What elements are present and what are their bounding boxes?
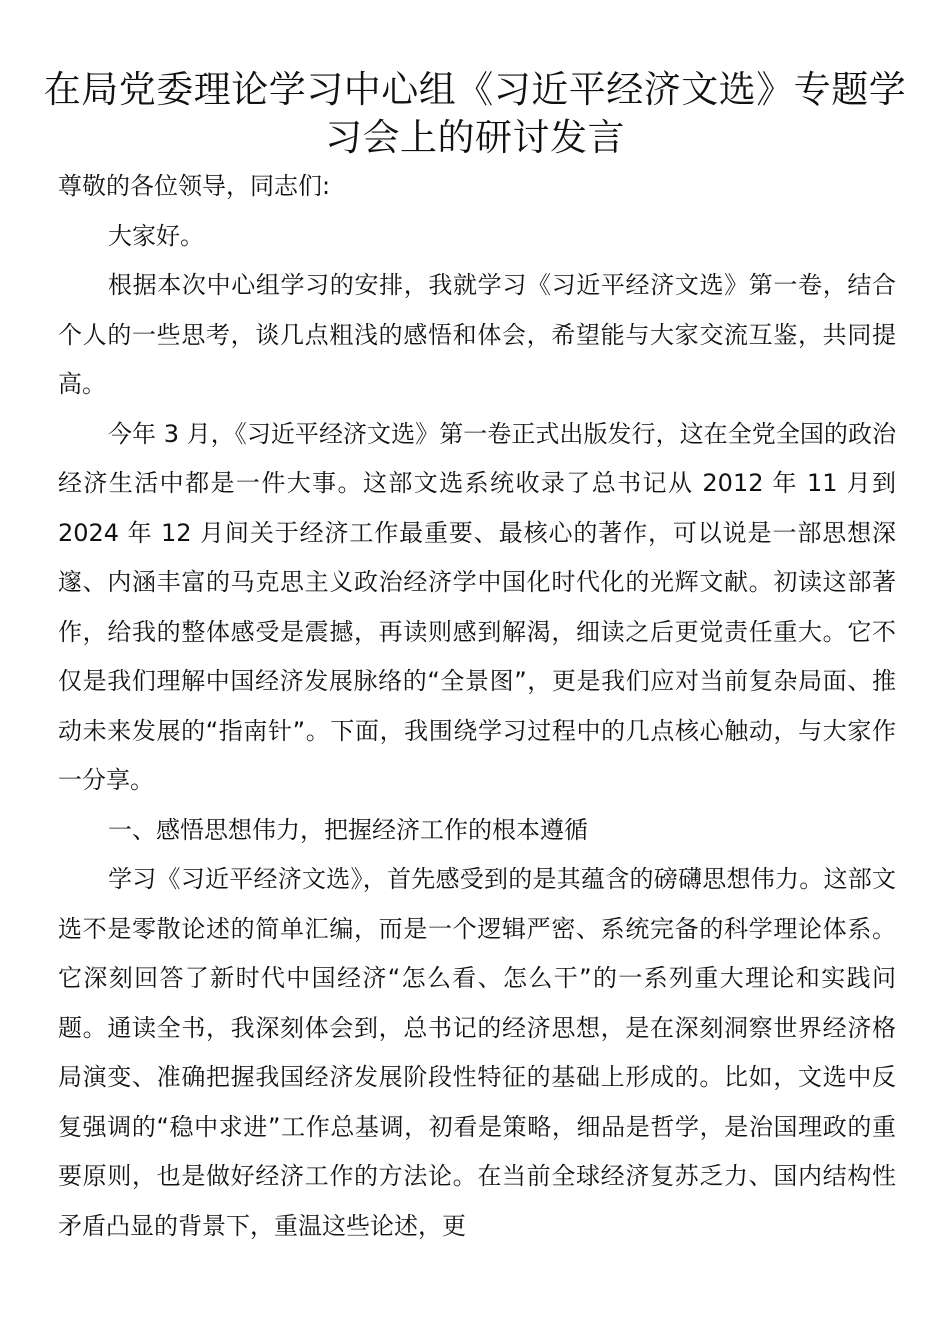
salutation: 尊敬的各位领导，同志们: [58, 172, 331, 200]
paragraph: 学习《习近平经济文选》，首先感受到的是其蕴含的磅礴思想伟力。这部文选不是零散论述的简单汇编，而是一个逻辑严密、系统完备的科学理论体系。它深刻回答了新时代中国经济“怎么看、怎么干”的一系列重大理论和实践问题。通读全书，我深刻体会到，总书记的经济思想，是在深刻洞察世界经济格局演变、准确把握我国经济发展阶段性特征的基础上形成的。比如，文选中反复强调的“稳中求进”工作总基调，初看是策略，细品是哲学，是治国理政的重要原则，也是做好经济工作的方法论。在当前全球经济复苏乏力、国内结构性矛盾凸显的背景下，重温这些论述，更 [58, 865, 896, 1240]
document-body [58, 162, 896, 1251]
document-title: 在局党委理论学习中心组《习近平经济文选》专题学习会上的研讨发言 [43, 68, 907, 159]
paragraph: 根据本次中心组学习的安排，我就学习《习近平经济文选》第一卷，结合个人的一些思考，谈几点粗浅的感悟和体会，希望能与大家交流互鉴，共同提高。 [58, 271, 896, 398]
greeting: 大家好。 [108, 221, 204, 250]
paragraph: 今年 3 月，《习近平经济文选》第一卷正式出版发行，这在全党全国的政治经济生活中都是一件大事。这部文选系统收录了总书记从 2012 年 11 月到 2024 年 12 月间关于经济工作最重要、最核心的著作，可以说是一部思想深邃、内涵丰富的马克思主义政治经济学中国化时代化的光辉文献。初读这部著作，给我的整体感受是震撼，再读则感到解渴，细读之后更觉责任重大。它不仅是我们理解中国经济发展脉络的“全景图”，更是我们应对当前复杂局面、推动未来发展的“指南针”。下面，我围绕学习过程中的几点核心触动，与大家作一分享。 [58, 419, 896, 794]
section-heading: 一、感悟思想伟力，把握经济工作的根本遵循 [108, 815, 588, 844]
